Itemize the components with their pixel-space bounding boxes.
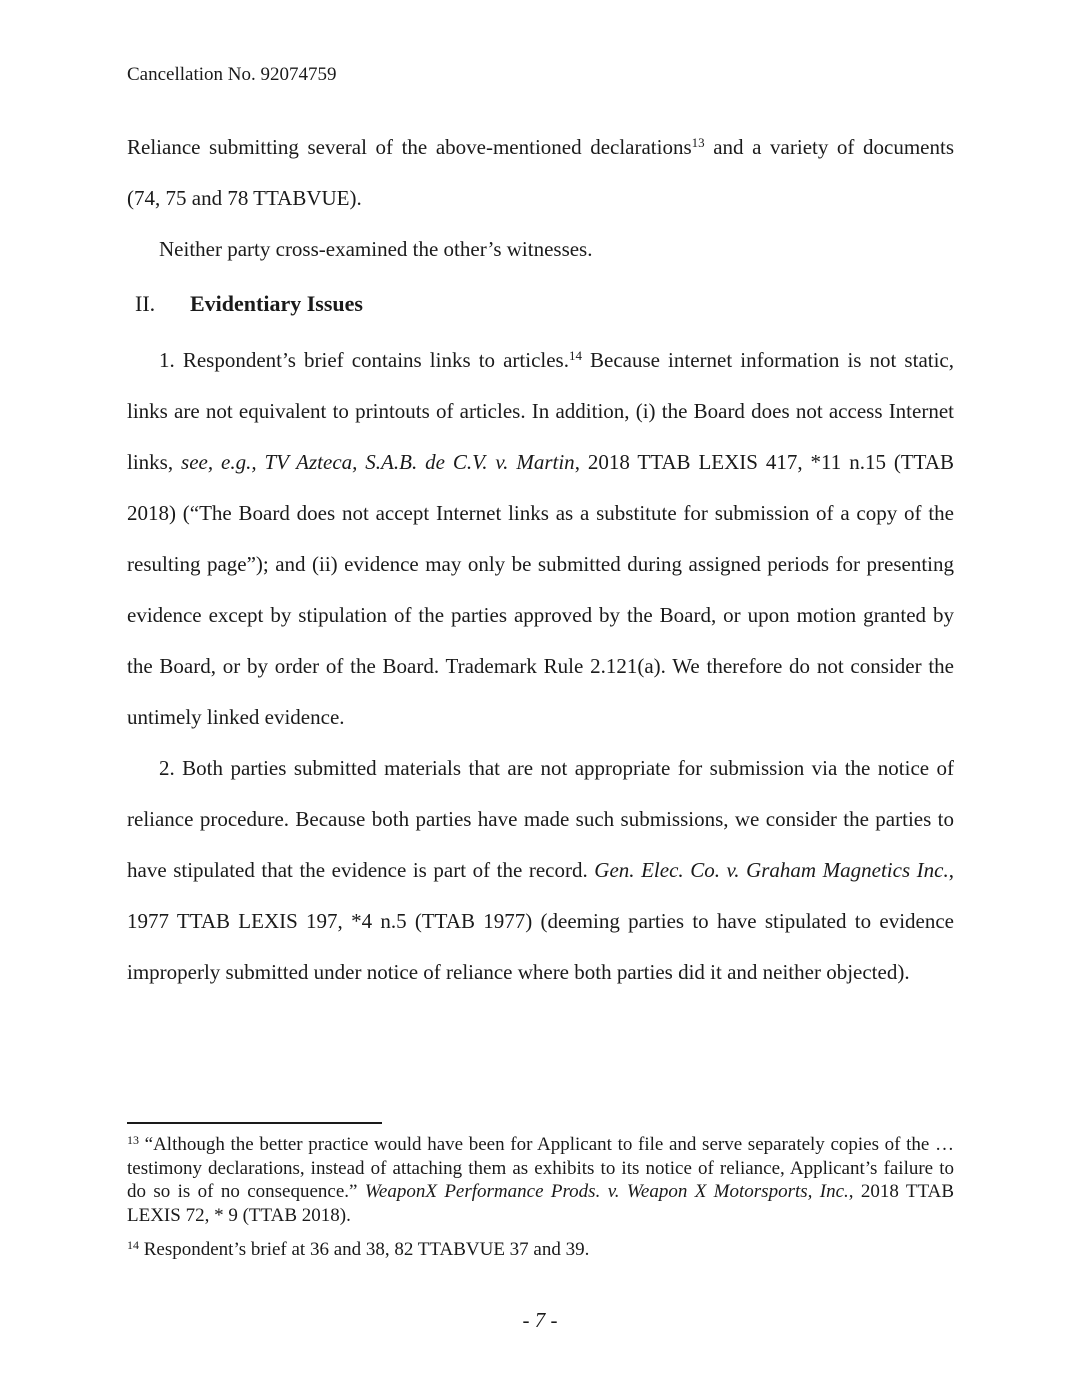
body-text <box>127 122 954 998</box>
para1-text-d: , 2018 TTAB LEXIS 417, *11 n.15 (TTAB 2018) (“The Board does not accept Internet links as a substitute for submission of a copy of the resulting page”); and (ii) evidence may only be submitted during assigned periods for presenting evidence except by stipulation of the parties approved by the Board, or upon motion granted by the Board, or by order of the Board. Trademark Rule 2.121(a). We therefore do not consider the untimely linked evidence. <box>127 450 954 729</box>
footnote-14 <box>127 1238 954 1262</box>
para1-text-b: Because internet information is not static, links are not equivalent to printouts of articles. In addition, (i) the Board does not access Internet links, <box>127 348 954 474</box>
footnotes <box>127 1133 954 1273</box>
continuation-paragraph <box>127 122 954 224</box>
page-number-value: 7 <box>534 1308 546 1332</box>
para2-text-c: , 1977 TTAB LEXIS 197, *4 n.5 (TTAB 1977) (deeming parties to have stipulated to evidence improperly submitted under notice of reliance where both parties did it and neither objected). <box>127 858 954 984</box>
para1-case-citation: see, e.g., TV Azteca, S.A.B. de C.V. v. Martin <box>181 450 575 474</box>
footnote-divider <box>127 1122 382 1124</box>
footnote-13-case-citation: WeaponX Performance Prods. v. Weapon X Motorsports, Inc. <box>364 1181 849 1202</box>
cancellation-header: Cancellation No. 92074759 <box>127 64 337 85</box>
footnote-13-text-a: “Although the better practice would have been for Applicant to file and serve separately copies of the … testimony declarations, instead of attaching them as exhibits to its notice of reliance, Applicant’s failure to do so is of no consequence.” <box>127 1134 954 1202</box>
footnote-mark-13: 13 <box>127 1133 139 1147</box>
page-number-prefix: - <box>522 1308 535 1332</box>
section-title: Evidentiary Issues <box>190 291 363 316</box>
footnote-ref-14[interactable]: 14 <box>568 348 582 363</box>
continuation-text-1: Reliance submitting several of the above-mentioned declarations <box>127 135 692 159</box>
para2-text-a: 2. Both parties submitted materials that are not appropriate for submission via the notice of reliance procedure. Because both parties have made such submissions, we consider the parties to have stipulated that the evidence is part of the record. <box>127 756 954 882</box>
footnote-13-text-c: , 2018 TTAB LEXIS 72, * 9 (TTAB 2018). <box>127 1181 955 1226</box>
page-number-suffix: - <box>545 1308 558 1332</box>
section-heading <box>127 277 954 331</box>
footnote-13 <box>127 1133 954 1227</box>
footnote-14-text: Respondent’s brief at 36 and 38, 82 TTABVUE 37 and 39. <box>139 1239 590 1260</box>
para2-case-citation: Gen. Elec. Co. v. Graham Magnetics Inc. <box>594 858 949 882</box>
para1-text-a: 1. Respondent’s brief contains links to articles. <box>159 348 569 372</box>
cross-exam-paragraph: Neither party cross-examined the other’s witnesses. <box>159 237 593 261</box>
section-number: II. <box>135 291 156 316</box>
footnote-ref-13[interactable]: 13 <box>691 135 705 150</box>
paragraph-2 <box>127 743 954 998</box>
paragraph-1 <box>127 335 954 743</box>
footnote-mark-14: 14 <box>127 1238 139 1252</box>
continuation-text-2: and a variety of documents (74, 75 and 78 TTABVUE). <box>127 135 954 210</box>
page-number <box>0 1308 1080 1333</box>
